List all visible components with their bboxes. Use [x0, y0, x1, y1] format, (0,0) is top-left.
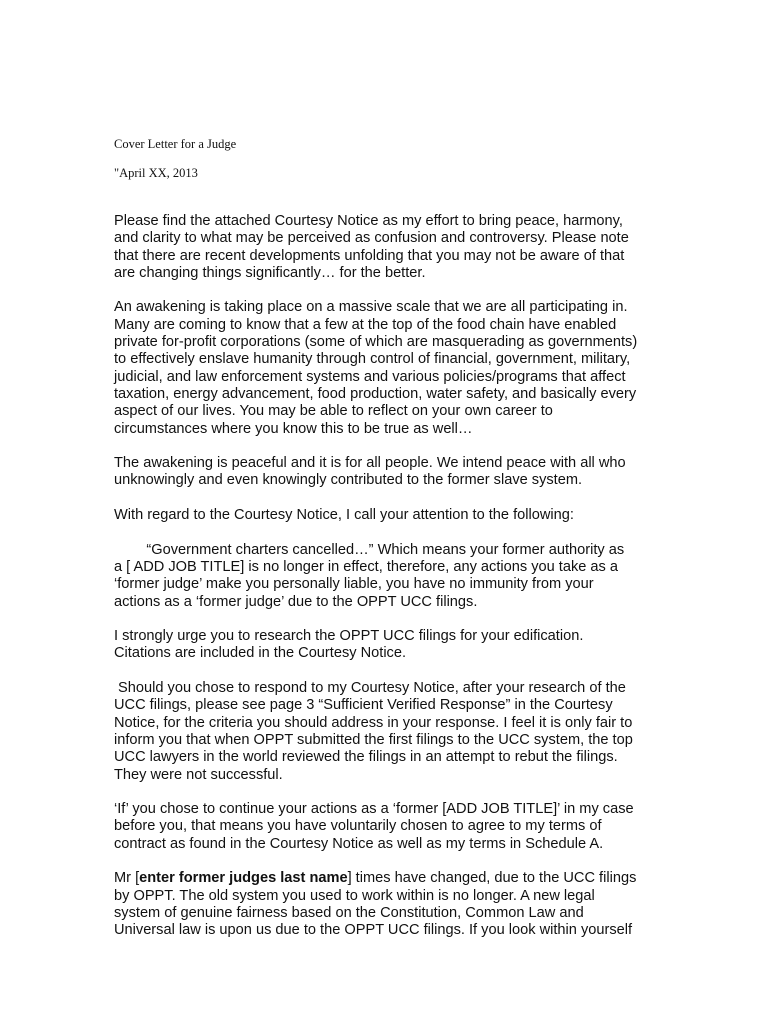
letter-date: "April XX, 2013 [114, 166, 198, 180]
text-line: that there are recent developments unfolding that you may not be aware of that [114, 247, 625, 264]
text-line: Should you chose to respond to my Courtesy Notice, after your research of the [114, 680, 626, 697]
text-line: Please find the attached Courtesy Notice as my effort to bring peace, harmony, [114, 213, 623, 229]
text-line: Notice, for the criteria you should address in your response. I feel it is only fair to [114, 714, 633, 731]
paragraph-intro [114, 213, 659, 282]
text-line: are changing things significantly… for the better. [114, 264, 426, 281]
text-line: Citations are included in the Courtesy Notice. [114, 645, 407, 662]
paragraph-regard [114, 507, 659, 524]
letter-body [114, 213, 659, 957]
text-line: They were not successful. [114, 766, 283, 783]
salutation-suffix: ] times have changed, due to the UCC filings [347, 870, 637, 887]
paragraph-respond [114, 680, 659, 784]
text-line: to effectively enslave humanity through control of financial, government, military, [114, 351, 631, 368]
text-line: inform you that when OPPT submitted the first filings to the UCC system, the top [114, 731, 633, 748]
salutation-prefix: Mr [ [114, 870, 140, 887]
paragraph-times-changed [114, 870, 659, 939]
paragraph-awakening [114, 299, 659, 437]
text-line: UCC filings, please see page 3 “Sufficient Verified Response” in the Courtesy [114, 697, 613, 714]
paragraph-charters [114, 542, 659, 611]
text-line: Universal law is upon us due to the OPPT UCC filings. If you look within yourself [114, 922, 633, 939]
text-line: UCC lawyers in the world reviewed the filings in an attempt to rebut the filings. [114, 749, 618, 766]
text-line: before you, that means you have voluntarily chosen to agree to my terms of [114, 818, 602, 835]
text-line: “Government charters cancelled…” Which means your former authority as [114, 541, 625, 558]
text-line: I strongly urge you to research the OPPT UCC filings for your edification. [114, 628, 584, 645]
paragraph-research [114, 628, 659, 663]
placeholder-judge-name: enter former judges last name [139, 870, 348, 887]
text-line [114, 870, 659, 887]
text-line: ‘former judge’ make you personally liable, you have no immunity from your [114, 576, 594, 593]
letter-heading: Cover Letter for a Judge [114, 137, 237, 151]
text-line: The awakening is peaceful and it is for all people. We intend peace with all who [114, 455, 626, 472]
text-line: judicial, and law enforcement systems and various policies/programs that affect [114, 368, 626, 385]
text-line: With regard to the Courtesy Notice, I call your attention to the following: [114, 507, 574, 524]
text-line: private for-profit corporations (some of which are masquerading as governments) [114, 334, 638, 351]
text-line: unknowingly and even knowingly contributed to the former slave system. [114, 472, 583, 489]
text-line: a [ ADD JOB TITLE] is no longer in effect, therefore, any actions you take as a [114, 558, 619, 575]
paragraph-peaceful [114, 455, 659, 490]
text-line: system of genuine fairness based on the Constitution, Common Law and [114, 904, 584, 921]
text-line: ‘If’ you chose to continue your actions as a ‘former [ADD JOB TITLE]’ in my case [114, 801, 634, 818]
paragraph-continue [114, 801, 659, 853]
text-line: circumstances where you know this to be true as well… [114, 420, 473, 437]
text-line: taxation, energy advancement, food production, water safety, and basically every [114, 385, 637, 402]
text-line: actions as a ‘former judge’ due to the OPPT UCC filings. [114, 593, 478, 610]
text-line: contract as found in the Courtesy Notice as well as my terms in Schedule A. [114, 835, 604, 852]
text-line: and clarity to what may be perceived as confusion and controversy. Please note [114, 230, 629, 247]
text-line: aspect of our lives. You may be able to reflect on your own career to [114, 403, 553, 420]
text-line: An awakening is taking place on a massive scale that we are all participating in. [114, 299, 628, 316]
text-line: by OPPT. The old system you used to work within is no longer. A new legal [114, 887, 595, 904]
text-line: Many are coming to know that a few at the top of the food chain have enabled [114, 316, 617, 333]
